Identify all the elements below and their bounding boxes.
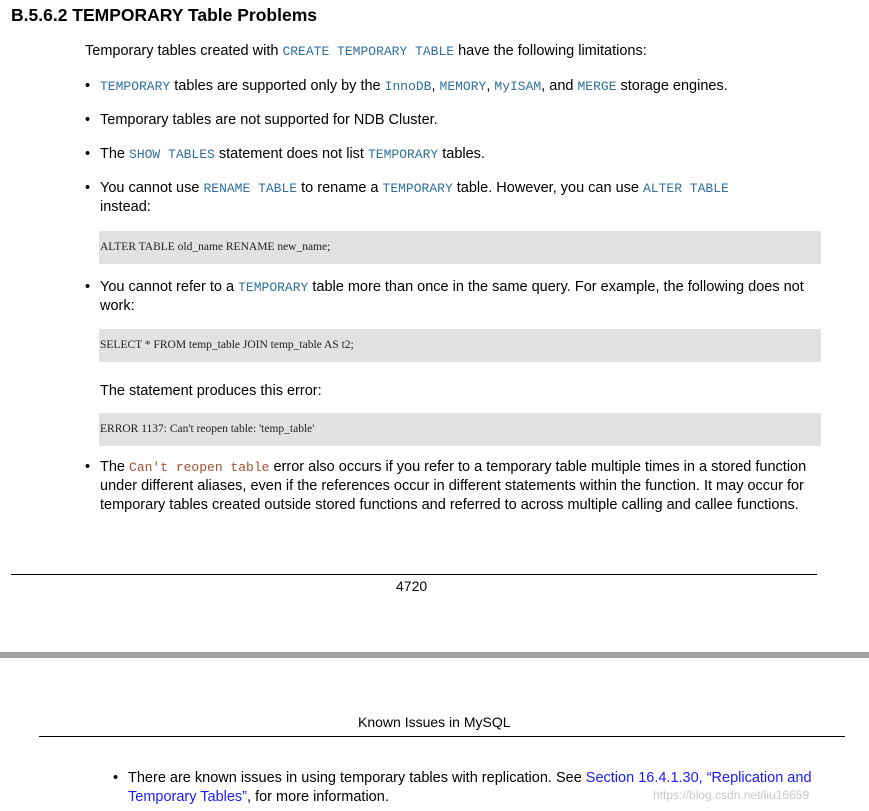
running-header: Known Issues in MySQL bbox=[358, 714, 511, 730]
error-intro: The statement produces this error: bbox=[100, 383, 322, 399]
list-item: • There are known issues in using temporary tables with replication. See Section 16.4.1.30, “Replication and Temporary Tables”, for more information. bbox=[113, 769, 848, 807]
footer-divider bbox=[11, 574, 817, 575]
section-title: B.5.6.2 TEMPORARY Table Problems bbox=[11, 5, 318, 25]
code-block: ERROR 1137: Can't reopen table: 'temp_table' bbox=[99, 413, 821, 446]
list-item: • TEMPORARY tables are supported only by the InnoDB, MEMORY, MyISAM, and MERGE storage engines. bbox=[85, 77, 820, 96]
intro-paragraph: Temporary tables created with CREATE TEMPORARY TABLE have the following limitations: bbox=[85, 43, 647, 59]
code-block: SELECT * FROM temp_table JOIN temp_table AS t2; bbox=[99, 329, 821, 362]
replication-section-link[interactable]: Section 16.4.1.30, “Replication and Temporary Tables” bbox=[128, 770, 812, 805]
list-item: • Temporary tables are not supported for NDB Cluster. bbox=[85, 111, 820, 130]
list-item: • You cannot use RENAME TABLE to rename a TEMPORARY table. However, you can use ALTER TABLE instead: ALTER TABLE old_name RENAME new_name; bbox=[85, 179, 820, 264]
code-block: ALTER TABLE old_name RENAME new_name; bbox=[99, 231, 821, 264]
limitations-list bbox=[85, 70, 820, 515]
list-item: • The SHOW TABLES statement does not list TEMPORARY tables. bbox=[85, 145, 820, 164]
watermark: https://blog.csdn.net/liu16659 bbox=[653, 788, 810, 802]
list-item: • You cannot refer to a TEMPORARY table more than once in the same query. For example, the following does not work: SELECT * FROM temp_table JOIN temp_table AS t2; The statement produces this error: ERROR 1137: Can't reopen table: 'temp_table' bbox=[85, 278, 820, 446]
page-number: 4720 bbox=[396, 578, 428, 594]
code-create-temporary-table: CREATE TEMPORARY TABLE bbox=[282, 44, 455, 59]
list-item: • The Can't reopen table error also occurs if you refer to a temporary table multiple times in a stored function under different aliases, even if the references occur in different statements within the function. It may occur for temporary tables created outside stored functions and referred to across multiple calling and callee functions. bbox=[85, 458, 820, 515]
header-divider bbox=[39, 736, 845, 737]
page-separator bbox=[0, 652, 869, 658]
